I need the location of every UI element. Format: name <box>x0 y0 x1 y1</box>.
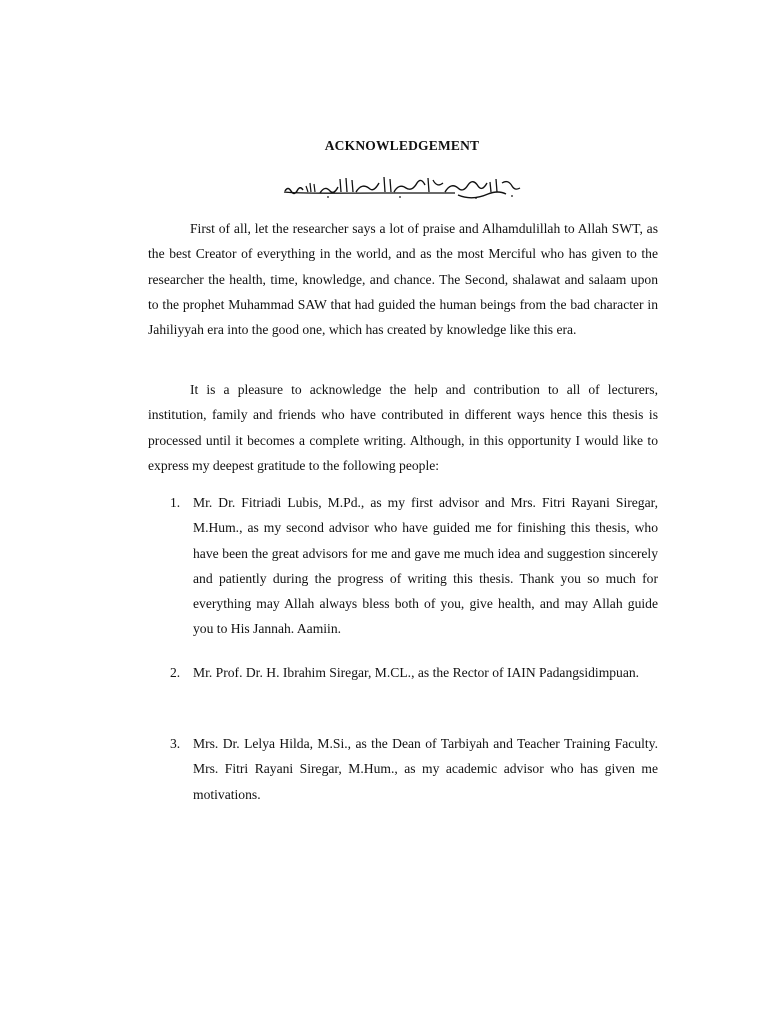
list-item-text: Mr. Dr. Fitriadi Lubis, M.Pd., as my first advisor and Mrs. Fitri Rayani Siregar, M.Hum., as my second advisor who have guided me for finishing this thesis, who have been the great advisors for me and gave me much idea and suggestion sincerely and patiently during the progress of writing this thesis. Thank you so much for everything may Allah always bless both of you, give health, and may Allah guide you to His Jannah. Aamiin. <box>193 495 658 637</box>
list-item-text: Mr. Prof. Dr. H. Ibrahim Siregar, M.CL., as the Rector of IAIN Padangsidimpuan. <box>193 665 640 680</box>
paragraph-praise: First of all, let the researcher says a lot of praise and Alhamdulillah to Allah SWT, as the best Creator of everything in the world, and as the most Merciful who has given to the researcher the health, time, knowledge, and chance. The Second, shalawat and salaam upon to the prophet Muhammad SAW that had guided the human beings from the bad character in Jahiliyyah era into the good one, which has created by knowledge like this era. <box>148 221 658 338</box>
basmala-calligraphy <box>280 174 525 200</box>
paragraph-gratitude-intro: It is a pleasure to acknowledge the help and contribution to all of lecturers, institution, family and friends who have contributed in different ways hence this thesis is processed until it becomes a complete writing. Although, in this opportunity I would like to express my deepest gratitude to the following people: <box>148 382 658 473</box>
list-item-number: 3. <box>170 736 181 751</box>
list-item-text: Mrs. Dr. Lelya Hilda, M.Si., as the Dean of Tarbiyah and Teacher Training Faculty. Mrs. Fitri Rayani Siregar, M.Hum., as my academic advisor who has given me motivations. <box>193 736 658 802</box>
list-item-number: 1. <box>170 495 181 510</box>
page-title: ACKNOWLEDGEMENT <box>324 138 480 153</box>
list-item-number: 2. <box>170 665 181 680</box>
